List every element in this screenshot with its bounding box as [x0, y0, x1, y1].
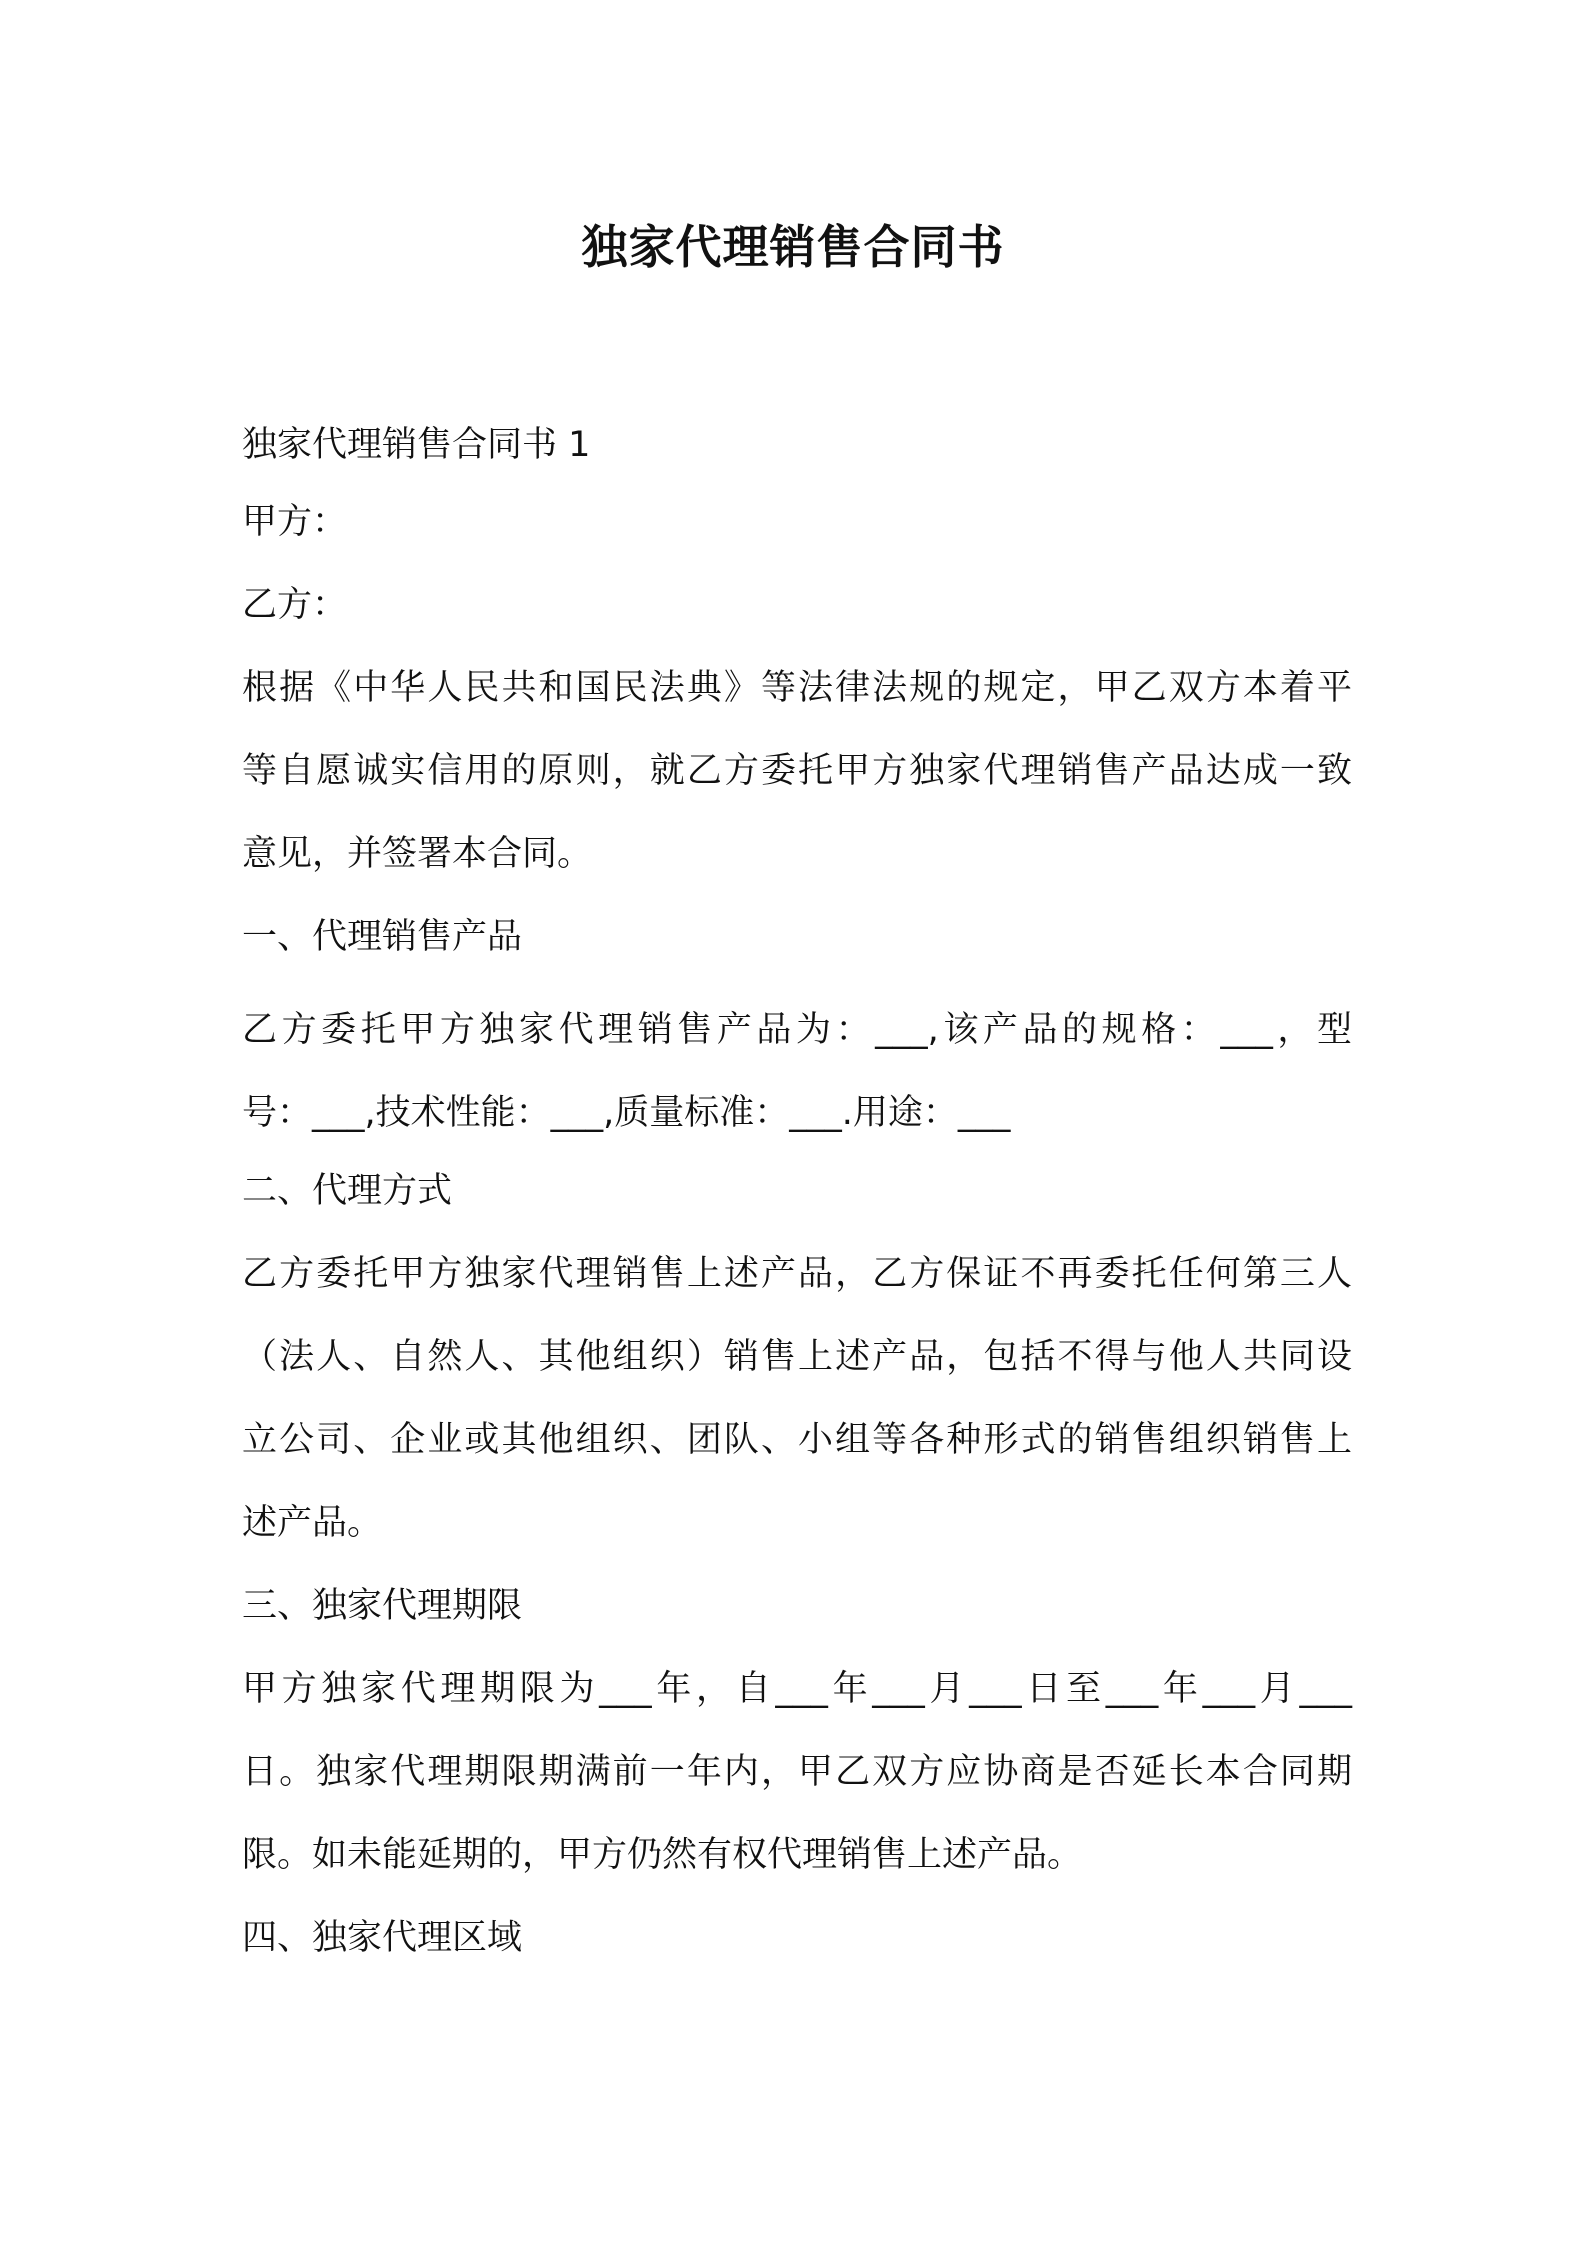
document-title: 独家代理销售合同书 — [581, 220, 1005, 274]
section-heading: 四、独家代理区域 — [242, 1918, 523, 1958]
section-line: 号：___,技术性能：___,质量标准：___.用途：___ — [242, 1093, 1011, 1133]
section-line: 甲方独家代理期限为___年，自___年___月___日至___年___月___ — [242, 1669, 1352, 1709]
preamble-line: 根据《中华人民共和国民法典》等法律法规的规定，甲乙双方本着平 — [242, 668, 1352, 708]
section-line: 乙方委托甲方独家代理销售产品为：___,该产品的规格：___，型 — [242, 1010, 1352, 1050]
section-line: 日。独家代理期限期满前一年内，甲乙双方应协商是否延长本合同期 — [242, 1752, 1352, 1792]
party-b-label: 乙方： — [242, 585, 348, 625]
preamble-line: 意见，并签署本合同。 — [242, 834, 593, 874]
section-line: 立公司、企业或其他组织、团队、小组等各种形式的销售组织销售上 — [242, 1420, 1352, 1460]
party-a-label: 甲方： — [242, 502, 348, 542]
section-line: （法人、自然人、其他组织）销售上述产品，包括不得与他人共同设 — [242, 1337, 1352, 1377]
section-heading: 二、代理方式 — [242, 1171, 453, 1211]
document-subtitle: 独家代理销售合同书 1 — [242, 425, 591, 465]
section-line: 限。如未能延期的，甲方仍然有权代理销售上述产品。 — [242, 1835, 1083, 1875]
section-heading: 一、代理销售产品 — [242, 917, 523, 957]
section-heading: 三、独家代理期限 — [242, 1586, 523, 1626]
section-line: 乙方委托甲方独家代理销售上述产品，乙方保证不再委托任何第三人 — [242, 1254, 1352, 1294]
preamble-line: 等自愿诚实信用的原则，就乙方委托甲方独家代理销售产品达成一致 — [242, 751, 1352, 791]
section-line: 述产品。 — [242, 1503, 383, 1543]
